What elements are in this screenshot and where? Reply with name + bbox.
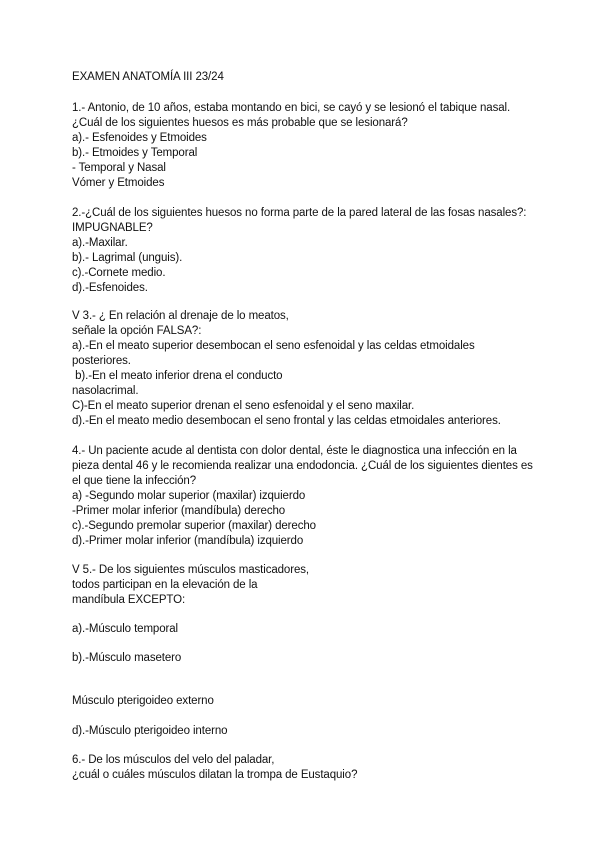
exam-title: EXAMEN ANATOMÍA III 23/24 [72,71,224,83]
q3-option-b-line2: nasolacrimal. [72,385,139,397]
q5-line3: mandíbula EXCEPTO: [72,594,186,606]
q2-option-d: d).-Esfenoides. [72,282,148,294]
q4-line1: 4.- Un paciente acude al dentista con dolor dental, éste le diagnostica una infección en la [72,445,517,457]
q5-line1: V 5.- De los siguientes músculos masticadores, [72,564,310,576]
q6-line1: 6.- De los músculos del velo del paladar, [72,754,275,766]
q5-option-a: a).-Músculo temporal [72,623,179,635]
q1-option-a: a).- Esfenoides y Etmoides [72,132,207,144]
q2-option-b: b).- Lagrimal (unguis). [72,252,183,264]
q3-line1: V 3.- ¿ En relación al drenaje de lo meatos, [72,310,289,322]
q5-line2: todos participan en la elevación de la [72,579,258,591]
q3-option-c: C)-En el meato superior drenan el seno esfenoidal y el seno maxilar. [72,400,415,412]
q6-line2: ¿cuál o cuáles músculos dilatan la trompa de Eustaquio? [72,769,358,781]
q4-option-d: d).-Primer molar inferior (mandíbula) izquierdo [72,535,304,547]
q5-option-c: Músculo pterigoideo externo [72,695,214,707]
q4-line3: el que tiene la infección? [72,475,196,487]
q4-line2: pieza dental 46 y le recomienda realizar una endodoncia. ¿Cuál de los siguientes dientes es [72,460,533,472]
q3-option-d: d).-En el meato medio desembocan el seno frontal y las celdas etmoidales anteriores. [72,415,501,427]
q5-option-b: b).-Músculo masetero [72,652,182,664]
q1-option-b: b).- Etmoides y Temporal [72,147,198,159]
q3-option-a-line1: a).-En el meato superior desembocan el seno esfenoidal y las celdas etmoidales [72,340,475,352]
q2-option-c: c).-Cornete medio. [72,267,166,279]
q4-option-b: -Primer molar inferior (mandíbula) derecho [72,505,286,517]
q2-line1: 2.-¿Cuál de los siguientes huesos no forma parte de la pared lateral de las fosas nasales?: [72,207,527,219]
q1-line2: ¿Cuál de los siguientes huesos es más probable que se lesionará? [72,117,408,129]
q3-option-b-line1: b).-En el meato inferior drena el conducto [72,370,283,382]
q1-option-c: - Temporal y Nasal [72,162,166,174]
q3-option-a-line2: posteriores. [72,355,131,367]
q5-option-d: d).-Músculo pterigoideo interno [72,725,228,737]
q2-line2: IMPUGNABLE? [72,222,153,234]
q4-option-a: a) -Segundo molar superior (maxilar) izquierdo [72,490,306,502]
q1-option-d: Vómer y Etmoides [72,177,165,189]
q1-line1: 1.- Antonio, de 10 años, estaba montando en bici, se cayó y se lesionó el tabique nasal. [72,102,511,114]
q2-option-a: a).-Maxilar. [72,237,128,249]
q3-line2: señale la opción FALSA?: [72,325,202,337]
q4-option-c: c).-Segundo premolar superior (maxilar) derecho [72,520,316,532]
